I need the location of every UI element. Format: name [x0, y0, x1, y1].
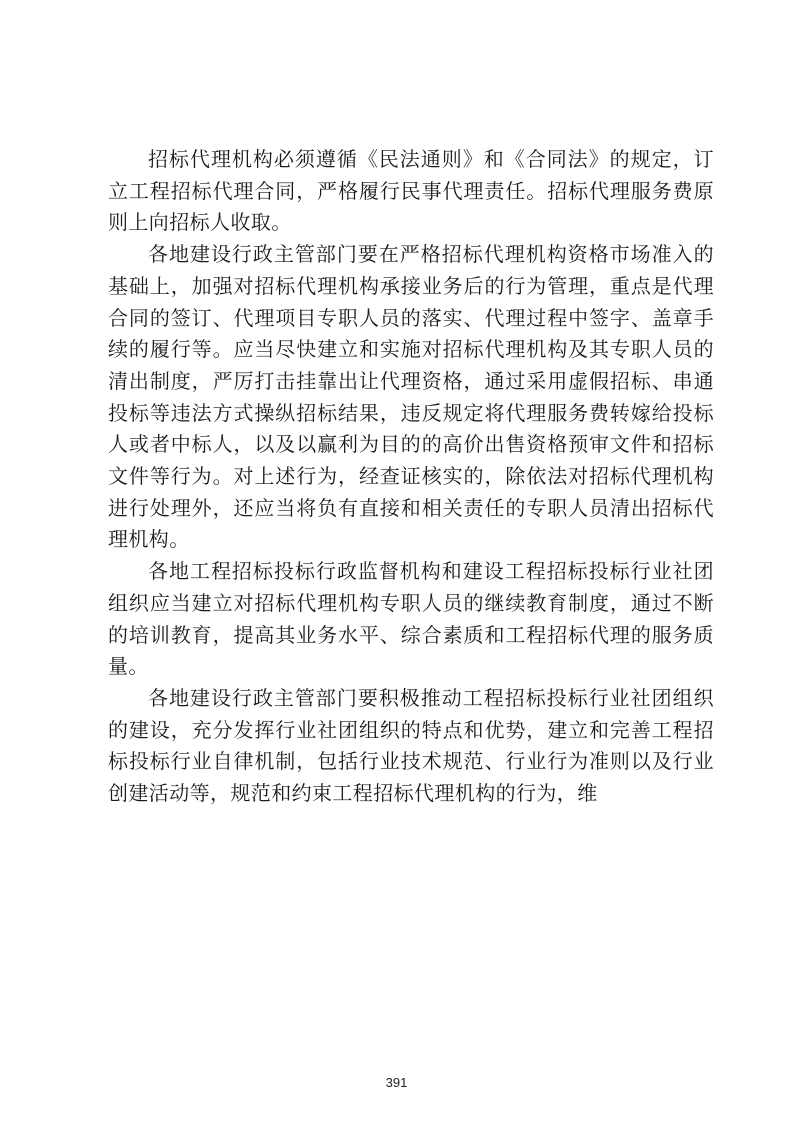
paragraph-continuing-education: 各地工程招标投标行政监督机构和建设工程招标投标行业社团组织应当建立对招标代理机构专职人员的继续教育制度，通过不断的培训教育，提高其业务水平、综合素质和工程招标代理的服务质量。 [108, 559, 714, 679]
document-body [108, 144, 714, 810]
page-number: 391 [385, 1075, 408, 1090]
paragraph-behavior-management: 各地建设行政主管部门要在严格招标代理机构资格市场准入的基础上，加强对招标代理机构承接业务后的行为管理，重点是代理合同的签订、代理项目专职人员的落实、代理过程中签字、盖章手续的履行等。应当尽快建立和实施对招标代理机构及其专职人员的清出制度，严厉打击挂靠出让代理资格，通过采用虚假招标、串通投标等违法方式操纵招标结果，违反规定将代理服务费转嫁给投标人或者中标人，以及以赢利为目的的高价出售资格预审文件和招标文件等行为。对上述行为，经查证核实的，除依法对招标代理机构进行处理外，还应当将负有直接和相关责任的专职人员清出招标代理机构。 [108, 242, 714, 552]
paragraph-industry-self-regulation: 各地建设行政主管部门要积极推动工程招标投标行业社团组织的建设，充分发挥行业社团组织的特点和优势，建立和完善工程招标投标行业自律机制，包括行业技术规范、行业行为准则以及行业创建活动等，规范和约束工程招标代理机构的行为，维 [108, 685, 714, 806]
paragraph-contract-obligations: 招标代理机构必须遵循《民法通则》和《合同法》的规定，订立工程招标代理合同，严格履行民事代理责任。招标代理服务费原则上向招标人收取。 [108, 147, 714, 235]
